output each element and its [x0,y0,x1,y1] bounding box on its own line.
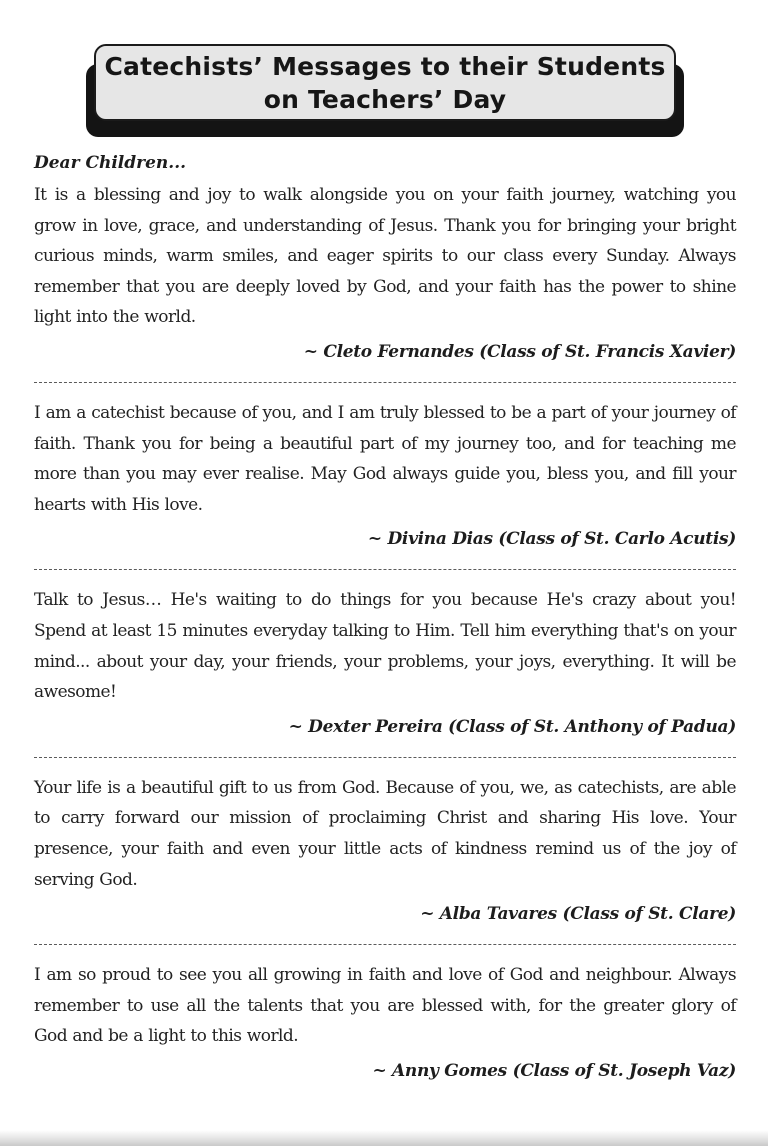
message-block [34,398,736,552]
dashed-divider [34,757,736,758]
dashed-divider [34,382,736,383]
messages-section [34,150,736,1084]
message-signature: ~ Anny Gomes (Class of St. Joseph Vaz) [372,1060,736,1081]
title-box [94,44,676,121]
title-banner [86,44,684,137]
message-block [34,960,736,1084]
message-text: Talk to Jesus… He's waiting to do things for you because He's crazy about you! Spend at least 15 minutes everyday talking to Him. Tell him everything that's on your mind... about your day, your friends, your problems, your joys, everything. It will be awesome! [34,590,736,703]
message-signature: ~ Cleto Fernandes (Class of St. Francis Xavier) [303,341,736,362]
message-signature: ~ Divina Dias (Class of St. Carlo Acutis) [367,529,736,550]
message-signature: ~ Dexter Pereira (Class of St. Anthony of Padua) [288,716,736,737]
message-block [34,585,736,739]
greeting: Dear Children... [34,153,187,173]
dashed-divider [34,944,736,945]
dashed-divider [34,569,736,570]
page-title-line-2: on Teachers’ Day [263,84,507,114]
message-block [34,180,736,365]
message-text: I am so proud to see you all growing in faith and love of God and neighbour. Always remember to use all the talents that you are blessed with, for the greater glory of God and be a light to this world. [34,965,736,1047]
message-text: It is a blessing and joy to walk alongside you on your faith journey, watching you grow in love, grace, and understanding of Jesus. Thank you for bringing your bright curious minds, warm smiles, and eager spirits to our class every Sunday. Always remember that you are deeply loved by God, and your faith has the power to shine light into the world. [34,185,736,328]
message-signature: ~ Alba Tavares (Class of St. Clare) [420,904,736,925]
message-text: I am a catechist because of you, and I am truly blessed to be a part of your journey of faith. Thank you for being a beautiful part of my journey too, and for teaching me more than you may ever realise. May God always guide you, bless you, and fill your hearts with His love. [34,402,736,515]
page-title-line-1: Catechists’ Messages to their Students [104,51,666,81]
bottom-photo-edge [0,1130,768,1146]
message-text: Your life is a beautiful gift to us from God. Because of you, we, as catechists, are able to carry forward our mission of proclaiming Christ and sharing His love. Your presence, your faith and even your little acts of kindness remind us of the joy of serving God. [34,777,736,890]
message-block [34,773,736,927]
